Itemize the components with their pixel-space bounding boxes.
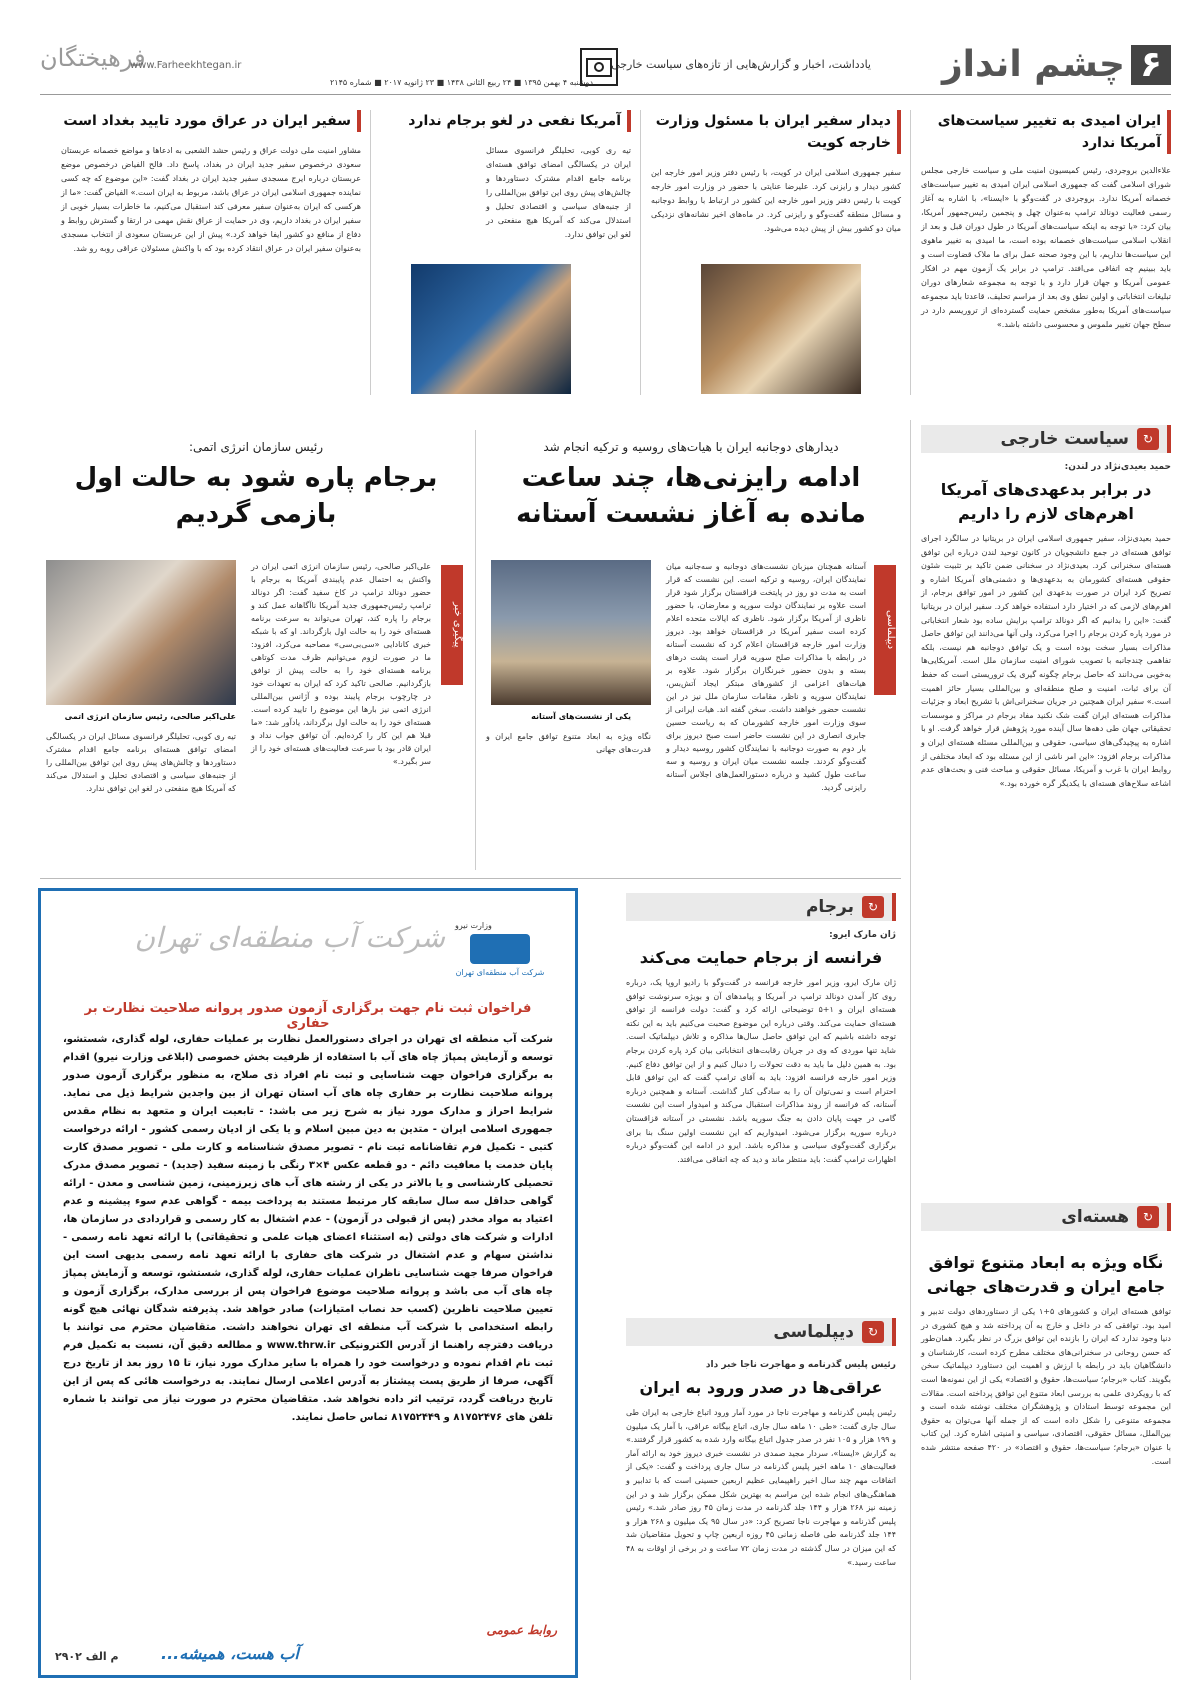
second-text-cont: تیه ری کوبی، تحلیلگر فرانسوی مسائل ایران در یکسالگی امضای توافق هسته‌ای برنامه جامع اقدام مشترک دستاوردها و چالش‌های پیش روی این توافق بین‌المللی را از جنبه‌های سیاسی و اقتصادی تحلیل و استدلال می‌کند که آمریکا هیچ منفعتی در لغو این توافق ندارد. bbox=[46, 732, 236, 793]
story-title: دیدار سفیر ایران با مسئول وزارت خارجه کویت bbox=[651, 110, 901, 154]
section-header-foreign: ↻ سیاست خارجی bbox=[921, 425, 1171, 453]
story-text: توافق هسته‌ای ایران و کشورهای ۵+۱ یکی از دستاوردهای دولت تدبیر و امید بود. توافقی که در داخل و خارج به آن پرداخته شد و هیچ کشوری در دنیا وجود ندارد که ایران را بازنده این توافق بزرگ در نظر بگیرد. همان‌طور که حسن روحانی در سخنرانی‌های مختلف مطرح کرده است، کارشناسان و دانشگاهیان باید در رابطه با ارزش و اهمیت این دستاورد دیپلماتیک سخن بگویند. کتاب «برجام؛ سیاست‌ها، حقوق و اقتصاد» یکی از این نمونه‌ها است که با رویکردی علمی به بررسی ابعاد متنوع این توافق پرداخته است. مقالات این مجموعه توسط استادان و پژوهشگران مختلف نوشته شده است و مجموعه متنوعی را شکل داده است که از جمله آنها می‌توان به حقوق بین‌الملل، مسائل حقوقی، اقتصادی، سیاسی و امنیتی اشاره کرد. این کتاب با عنوان «برجام؛ سیاست‌ها، حقوق و اقتصاد» در ۴۲۰ صفحه منتشر شده است. bbox=[921, 1307, 1171, 1466]
section-name: چشم انداز bbox=[941, 44, 1125, 85]
second-kicker: رئیس سازمان انرژی اتمی: bbox=[188, 440, 324, 454]
company-logo: وزارت نیرو شرکت آب منطقه‌ای تهران bbox=[455, 921, 545, 977]
story-title: فرانسه از برجام حمایت می‌کند bbox=[639, 948, 883, 967]
ad-code: م الف ۲۹۰۲ bbox=[55, 1650, 119, 1663]
top-story-3 bbox=[381, 110, 631, 400]
section-icon: ↻ bbox=[1137, 428, 1159, 450]
section-header-barjam: ↻ برجام bbox=[626, 893, 896, 921]
top-story-4 bbox=[61, 110, 361, 400]
dateline: دوشنبه ۴ بهمن ۱۳۹۵ ■ ۲۴ ربیع الثانی ۱۴۳۸ ■ ۲۳ ژانویه ۲۰۱۷ ■ شماره ۲۱۴۵ bbox=[330, 78, 593, 87]
section-icon: ↻ bbox=[862, 1321, 884, 1343]
story-kicker: رئیس پلیس گذرنامه و مهاجرت ناجا خبر داد bbox=[705, 1360, 896, 1370]
foreign-story bbox=[921, 462, 1171, 1242]
story-title: آمریکا نفعی در لغو برجام ندارد bbox=[381, 110, 631, 132]
ad-title: فراخوان ثبت نام جهت برگزاری آزمون صدور پروانه صلاحیت نظارت بر حفاری bbox=[84, 1001, 532, 1031]
lead-kicker: دیدارهای دوجانبه ایران با هیات‌های روسیه و ترکیه انجام شد bbox=[543, 440, 839, 454]
section-icon: ↻ bbox=[862, 896, 884, 918]
divider bbox=[40, 878, 901, 879]
section-brand bbox=[942, 44, 1171, 85]
section-header-diplomacy: ↻ دیپلماسی bbox=[626, 1318, 896, 1346]
divider bbox=[640, 110, 641, 395]
wave-icon bbox=[470, 934, 530, 964]
divider bbox=[475, 430, 476, 870]
story-text: ژان مارک ایرو، وزیر امور خارجه فرانسه در گفت‌وگو با رادیو اروپا یک، درباره روی کار آمدن دونالد ترامپ در آمریکا و پیامدهای آن و بویژه سرنوشت توافق هسته‌ای ایران و ۱+۵ توضیحاتی ارائه کرد و گفت: دولت فرانسه از توافق هسته‌ای حمایت می‌کند. وقتی درباره این موضوع صحبت می‌کنیم باید به این نکته توجه داشته باشیم که این توافق حاصل سال‌ها مذاکره و تلاش دیپلماتیک است. شاید تنها موردی که وی در جریان رقابت‌های انتخاباتی بیان کرد پاره کردن برجام بود. به همین دلیل ما باید به دقت تحولات را دنبال کنیم و از این توافق دفاع کنیم. وزیر امور خارجه فرانسه افزود: باید به آقای ترامپ گفت که این توافق قابل احترام است و نمی‌توان آن را به سادگی کنار گذاشت. آستانه و همچنین درباره آستانه، که فرانسه از روند مذاکرات استقبال می‌کند و امیدوار است این نشست گامی در جهت پایان دادن به جنگ سوریه باشد. نشستی در آستانه قزاقستان درباره سوریه برگزار می‌شود. امیدواریم که این نشست اولین سنگ بنا برای برگزاری گفت‌وگوی سیاسی و مذاکره باشد. ایرو در ادامه این گفت‌وگو درباره اظهارات ترامپ گفت: باید منتظر ماند و دید که چه اتفاقی می‌افتد. bbox=[626, 978, 896, 1164]
top-story-1 bbox=[921, 110, 1171, 400]
analyst-photo bbox=[411, 264, 571, 394]
story-kicker: ژان مارک ایرو: bbox=[829, 930, 896, 940]
divider bbox=[910, 110, 911, 395]
lead-tab: دیپلماسی bbox=[874, 565, 896, 695]
story-kicker: حمید بعیدی‌نژاد در لندن: bbox=[1064, 462, 1171, 472]
company-name: شرکت آب منطقه‌ای تهران bbox=[134, 921, 445, 954]
story-title: در برابر بدعهدی‌های آمریکا اهرم‌های لازم را داریم bbox=[940, 480, 1152, 523]
lead-caption: یکی از نشست‌های آستانه bbox=[531, 712, 631, 721]
story-text: مشاور امنیت ملی دولت عراق و رئیس حشد الشعبی به ادعاها و مواضع خصمانه عربستان سعودی درخصوص سفیر جدید ایران در بغداد، پاسخ داد. فالح الفیاض درخصوص موضع عربستان درباره ایرج مسجدی سفیر جدید ایران در بغداد گفت: «این موضوع که چه کسی نماینده جمهوری اسلامی ایران در عراق باشد، مربوط به ایران است.» الفیاض گفت: «ما از هرکسی که ایران به‌عنوان سفیر معرفی کند استقبال می‌کنیم، ما خاطرات بسیار خوبی از سفیر ایران در بغداد داریم، وی در حمایت از عراق نقش مهمی در ارتقا و گسترش روابط و دفاع از منافع دو کشور ایفا خواهد کرد.» پیش از این عربستان سعودی از انتخاب مسجدی به‌عنوان سفیر ایران در عراق انتقاد کرده بود که با واکنش مسئولان عراقی روبه رو شد. bbox=[61, 146, 361, 253]
ad-body: شرکت آب منطقه ای تهران در اجرای دستورالعمل نظارت بر عملیات حفاری، لوله گذاری، شستشو، توسعه و آزمایش پمپاژ چاه های آب با استفاده از ظرفیت بخش خصوصی (ابلاغی وزارت نیرو) اقدام به برگزاری فراخوان جهت شناسایی و ثبت نام افراد ذی صلاح، به منظور برگزاری آزمون صدور پروانه صلاحیت نظارت بر حفاری چاه های آب استان تهران از بین واجدین شرایط ذیل می نماید. شرایط احراز و مدارک مورد نیاز به شرح زیر می باشد: - تابعیت ایران و متعهد به نظام مقدس جمهوری اسلامی ایران - متدین به دین مبین اسلام و یا یکی از ادیان رسمی کشور - ارائه درخواست کتبی - تکمیل فرم تقاضانامه ثبت نام - تصویر مصدق شناسنامه و کارت ملی - تصویر مصدق کارت پایان خدمت یا معافیت دائم - دو قطعه عکس ۴×۳ رنگی با زمینه سفید (جدید) - تصویر مصدق مدرک تحصیلی کارشناسی و یا بالاتر در یکی از رشته های آب های زیرزمینی، زمین شناسی و معدن - ارائه گواهی حداقل سه سال سابقه کار مرتبط مستند به پرداخت بیمه - گواهی عدم سوء پیشینه و عدم اعتیاد به مواد مخدر (پس از قبولی در آزمون) - عدم اشتغال به کار رسمی و قراردادی در سازمان ها، ادارات و شرکت های دولتی (به استثناء اعضای هیات علمی و تحقیقاتی) با ارائه تعهد نامه رسمی - نداشتن سهام و عدم اشتغال در شرکت های حفاری با ارائه تعهد نامه رسمی بدیهی است این فراخوان صرفا جهت شناسایی ناظران عملیات حفاری، لوله گذاری، شستشو، توسعه و آزمایش پمپاژ چاه های آب می باشد و پروانه صلاحیت موضوع فراخوان پس از بررسی مدارک، برگزاری آزمون و تعیین صلاحیت ناظرین (کسب حد نصاب امتیازات) صادر خواهد شد. پذیرفته شدگان نهائی هیچ گونه رابطه استخدامی با شرکت آب منطقه ای تهران نخواهند داشت. متقاضیان محترم می توانند با دریافت دفترچه راهنما از آدرس الکترونیکی www.thrw.ir و مطالعه دقیق آن، نسبت به تکمیل فرم ثبت نام اقدام نموده و درخواست خود را همراه با سایر مدارک مورد نیاز، تا ۱۵ روز بعد از تاریخ درج آگهی، صرفا از طریق پست پیشتاز به آدرس اعلامی ارسال نمایند. به درخواست هائی که پس از این تاریخ دریافت گردد، ترتیب اثر داده نخواهد شد. متقاضیان محترم در صورت نیاز می توانند با شماره تلفن های ۸۱۷۵۲۴۷۶ و ۸۱۷۵۲۴۴۹ تماس حاصل نمایند. bbox=[63, 1034, 553, 1423]
page-header bbox=[40, 40, 1171, 95]
divider bbox=[910, 420, 911, 1680]
website-url[interactable]: www.Farheekhtegan.ir bbox=[130, 60, 242, 71]
section-header-nuclear: ↻ هسته‌ای bbox=[921, 1203, 1171, 1231]
story-text: علاءالدین بروجردی، رئیس کمیسیون امنیت ملی و سیاست خارجی مجلس شورای اسلامی گفت که جمهوری اسلامی ایران امیدی به تغییر سیاست‌های خصمانه آمریکا ندارد. بروجردی در گفت‌وگو با «ایسنا»، با اشاره به آغاز رسمی فعالیت دونالد ترامپ به‌عنوان چهل و پنجمین رئیس‌جمهور آمریکا، بیان کرد: «با توجه به اینکه سیاست‌های آمریکا در طول دوران قبل و بعد از انقلاب اسلامی سیاست‌های خصمانه بوده است، ما امیدی به تغییر ماهوی این سیاست‌ها نداریم، با این وجود صحنه عمل برای ما ملاک قضاوت است و باید ببینیم چه اتفاقی می‌افتد. ترامپ در برابر یک آزمون مهم در افکار عمومی آمریکا و جهان قرار دارد و با توجه به مجموعه شعارهای دوران تبلیغات انتخاباتی و اولین نطق وی بعد از مراسم تحلیف، قاعدتا باید مجموعه سیاست‌های آمریکا به‌طور مشخص حمایت گسترده‌ای از تروریسم دارد در سطح جهان تغییر ملموس و محسوسی داشته باشد.» bbox=[921, 166, 1171, 329]
ad-slogan: آب هست، همیشه... bbox=[161, 1644, 299, 1663]
story-title: ایران امیدی به تغییر سیاست‌های آمریکا ندارد bbox=[921, 110, 1171, 154]
lead-title: ادامه رایزنی‌ها، چند ساعت مانده به آغاز نشست آستانه bbox=[516, 463, 866, 529]
newspaper-logo: فرهیختگان bbox=[40, 44, 146, 72]
story-title: عراقی‌ها در صدر ورود به ایران bbox=[639, 1378, 883, 1397]
diplomacy-story bbox=[626, 1360, 896, 1666]
story-text: رئیس پلیس گذرنامه و مهاجرت ناجا در مورد آمار ورود اتباع خارجی به ایران طی سال جاری گفت: «طی ۱۰ ماهه سال جاری، اتباع بیگانه عراقی، با آمار یک میلیون و ۱۹۹ هزار و ۱۰۵ نفر در صدر جدول اتباع بیگانه وارد شده به کشور قرار گرفتند.» به گزارش «ایسنا»، سردار مجید صمدی در نشست خبری دیروز خود به ارائه آمار فعالیت‌های ۱۰ ماهه اخیر پلیس گذرنامه در سال جاری پرداخت و گفت: «یکی از اتفاقات مهم چند سال اخیر راهپیمایی عظیم اربعین حسینی است که با تدابیر و هماهنگی‌های انجام شده این مراسم به بهترین شکل ممکن برگزار شد و در این زمینه نیز ۲۶۸ هزار و ۱۴۴ جلد گذرنامه در مدت زمان ۴۵ روز صادر شد.» رئیس پلیس گذرنامه و مهاجرت ناجا تصریح کرد: «در سال ۹۵ یک میلیون و ۲۶۸ هزار و ۱۴۴ جلد گذرنامه طی فاصله زمانی ۴۵ روزه اربعین چاپ و تحویل متقاضیان شد که این میزان در سال گذشته در مدت زمان ۷۲ ساعت و در برخی از اوقات به ۴۸ ساعت رسید.» bbox=[626, 1408, 897, 1567]
lead-text: آستانه همچنان میزبان نشست‌های دوجانبه و سه‌جانبه میان نمایندگان ایران، روسیه و ترکیه است. این نشست که قرار است به مدت دو روز در پایتخت قزاقستان برگزار شود قرار است علاوه بر نمایندگان دولت سوریه و معارضان، با حضور ناظری از آمریکا برگزار شود. ناظری که ایالات متحده اعلام کرده است سفیر آمریکا در قزاقستان خواهد بود. دیروز وزارت امور خارجه قزاقستان اعلام کرد که نشست آستانه در رابطه با مذاکرات صلح سوریه قرار است پشت درهای بسته و بدون حضور خبرنگاران برگزار شود. علاوه بر هیات‌های اعزامی از کشورهای مبتکر ایجاد آتش‌بس، نمایندگان سوریه و ناظر، مقامات سازمان ملل نیز در این نشست حضور خواهند داشت. سخن گفته اند. هیات ایرانی از سوی وزارت امور خارجه کشورمان که به ریاست حسین جابری انصاری در این نشست حاضر است صبح دیروز برای بار دوم به صورت دوجانبه با نمایندگان کشور روسیه دیدار و گفت‌وگو کردند. جلسه نشست میان ایران و روسیه و سه ساعت طول کشید و درباره دستورالعمل‌های اجلاس آستانه رایزنی گردید. bbox=[666, 562, 866, 792]
second-text: علی‌اکبر صالحی، رئیس سازمان انرژی اتمی ایران در واکنش به احتمال عدم پایبندی آمریکا به برجام با حضور دونالد ترامپ در کاخ سفید گفت: اگر دونالد ترامپ رئیس‌جمهوری جدید آمریکا ناآگاهانه عمل کند و برجام را پاره کند، تهران می‌تواند به سرعت برنامه هسته‌ای خود را به حالت اول بازگرداند. او که با شبکه خبری کانادایی «سی‌بی‌سی» مصاحبه می‌کرد، افزود: ما در صورت لزوم می‌توانیم ظرف مدت کوتاهی برنامه هسته‌ای خود را به حالت پیش از توافق بازگردانیم. صالحی تاکید کرد که ایران به تعهدات خود در چارچوب برجام پایبند بوده و آژانس بین‌المللی انرژی اتمی نیز بارها این موضوع را تایید کرده است. هسته‌ای خود را به حالت اول برگرداند، یادآور شد: «ما قبلا هم این کار را کرده‌ایم. آن توافق جواب نداد و ایران قادر بود با سرعت فعالیت‌های هسته‌ای خود را از سر بگیرد.» bbox=[251, 562, 431, 766]
second-caption: علی‌اکبر صالحی، رئیس سازمان انرژی اتمی bbox=[64, 712, 236, 721]
second-title: برجام پاره شود به حالت اول بازمی گردیم bbox=[74, 463, 438, 529]
divider bbox=[370, 110, 371, 395]
top-story-2 bbox=[651, 110, 901, 400]
lead-photo bbox=[491, 560, 651, 705]
nuclear-story bbox=[921, 1245, 1171, 1685]
story-text: تیه ری کوبی، تحلیلگر فرانسوی مسائل ایران در یکسالگی امضای توافق هسته‌ای برنامه جامع اقدام مشترک دستاوردها و چالش‌های پیش روی این توافق بین‌المللی را از جنبه‌های سیاسی و اقتصادی تحلیل و استدلال می‌کند که آمریکا هیچ منفعتی در لغو این توافق ندارد. bbox=[486, 146, 631, 239]
section-tagline: یادداشت، اخبار و گزارش‌هایی از تازه‌های سیاست خارجی bbox=[611, 58, 871, 71]
section-icon: ↻ bbox=[1137, 1206, 1159, 1228]
story-text: حمید بعیدی‌نژاد، سفیر جمهوری اسلامی ایران در بریتانیا در سالگرد اجرای توافق هسته‌ای در جمع دانشجویان در کانون توحید لندن درباره این توافق هسته‌ای سخنرانی کرد. بعیدی‌نژاد در سخنانی ضمن تاکید بر تثبیت شئون حقوقی هسته‌ای کشورمان به بدعهدی‌ها و دشمنی‌های آمریکا اشاره و تصریح کرد ایران در صورت بدعهدی این کشور در امور توافق برجام، از اهرم‌های لازمی که در اختیار دارد استفاده خواهد کرد. سفیر ایران در بریتانیا گفت: «این را بدانیم که اگر دونالد ترامپ برایش ساده بود شعار انتخاباتی در مورد پاره کردن برجام را اجرا می‌کرد، ولی آنها می‌دانند این توافق حاصل مذاکرات بسیار سخت بوده است و یک توافق دوجانبه هم نیست، بلکه تفاهمی چندجانبه با تصویب شورای امنیت سازمان ملل است. آمریکایی‌ها به‌خوبی می‌دانند که حاصل برجام چگونه گیری یک تروریستی است که حفظ آن برای ثبات، امنیت و صلح منطقه‌ای و بین‌المللی بسیار حائز اهمیت است.» سفیر ایران همچنین در جریان سخنرانی‌اش با تشریح ابعاد و جزئیات مذاکرات هسته‌ای ایران گفت شک نکنید مفاد برجام در مراکز و موسسات تحقیقاتی جهان طی دهه‌ها سال آینده مورد پژوهش قرار خواهد گرفت. او با اشاره به پیچیدگی‌های سیاسی، حقوقی و بین‌المللی مسئله هسته‌ای ایران و مذاکرات برجام افزود: «این امر ناشی از این مسئله بود که ابعاد مختلفی از روابط ایران با غرب و آمریکا، مسائل حقوقی و مباحث فنی و بحث‌های عدم اشاعه سلاح‌های هسته‌ای با یکدیگر گره خورده بود.» bbox=[921, 534, 1171, 788]
second-tab: پیگیری خبر bbox=[441, 565, 463, 685]
section-number: ۶ bbox=[1131, 45, 1171, 85]
story-title: سفیر ایران در عراق مورد تایید بغداد است bbox=[61, 110, 361, 132]
public-relations: روابط عمومی bbox=[486, 1623, 557, 1637]
meeting-photo bbox=[701, 264, 861, 394]
story-text: سفیر جمهوری اسلامی ایران در کویت، با رئیس دفتر وزیر امور خارجه این کشور دیدار و رایزنی کرد. علیرضا عنایتی با حضور در وزارت امور خارجه کویت با رئیس دفتر وزیر امور خارجه این کشور در ارتباط با روابط دوجانبه و مسائل منطقه گفت‌وگو و رایزنی کرد. در ماه‌های اخیر نشانه‌های نزدیکی میان دو کشور بیش از پیش دیده می‌شود. bbox=[651, 168, 901, 233]
story-title: نگاه ویژه به ابعاد متنوع توافق جامع ایران و قدرت‌های جهانی bbox=[926, 1253, 1166, 1296]
advertisement bbox=[38, 888, 578, 1678]
salehi-photo bbox=[46, 560, 236, 705]
barjam-story bbox=[626, 930, 896, 1266]
lead-text-cont: نگاه ویژه به ابعاد متنوع توافق جامع ایران و قدرت‌های جهانی bbox=[486, 732, 651, 754]
